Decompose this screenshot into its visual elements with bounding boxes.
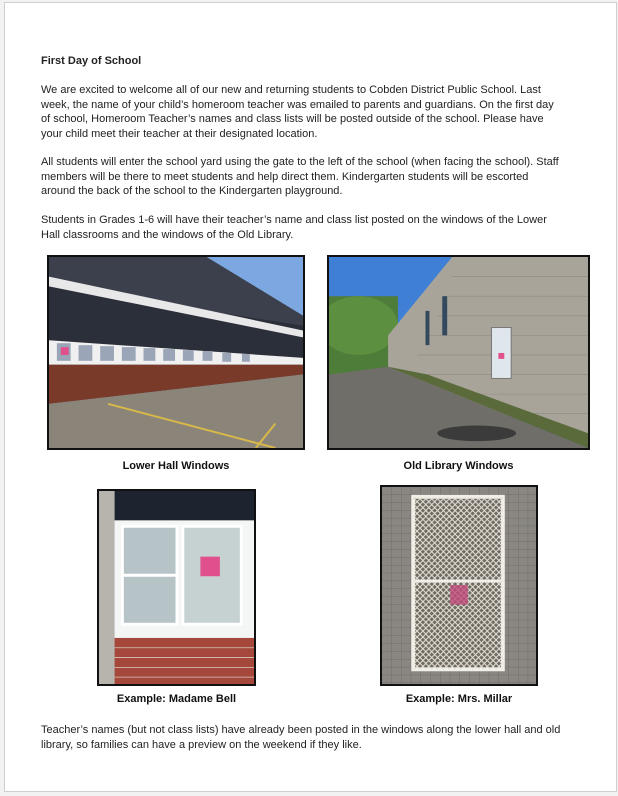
caption-mrs-millar: Example: Mrs. Millar bbox=[405, 693, 513, 705]
caption-madame-bell: Example: Madame Bell bbox=[116, 693, 237, 705]
lower-hall-photo bbox=[47, 255, 305, 450]
old-library-photo bbox=[327, 255, 590, 450]
document-title: First Day of School bbox=[41, 55, 142, 67]
document-page bbox=[4, 2, 617, 792]
paragraph-windows: Students in Grades 1-6 will have their teacher’s name and class list posted on the windows of the Lower Hall classrooms and the windows of the Old Library. bbox=[41, 214, 547, 241]
caption-lower-hall: Lower Hall Windows bbox=[122, 460, 230, 472]
caption-old-library: Old Library Windows bbox=[403, 460, 514, 472]
paragraph-welcome: We are excited to welcome all of our new and returning students to Cobden District Public School. Last week, the name of your child’s homeroom teacher was emailed to parents and guardians. On the first day of school, Homeroom Teacher’s names and class lists will be posted outside of the school. Please have your child meet their teacher at their designated location. bbox=[41, 84, 554, 140]
paragraph-entry: All students will enter the school yard using the gate to the left of the school (when facing the school). Staff members will be there to meet students and help direct them. Kindergarten students will be escorted around the back of the school to the Kindergarten playground. bbox=[41, 156, 559, 197]
madame-bell-photo bbox=[97, 489, 256, 686]
mrs-millar-photo bbox=[380, 485, 538, 686]
paragraph-preview: Teacher’s names (but not class lists) have already been posted in the windows along the lower hall and old library, so families can have a preview on the weekend if they like. bbox=[41, 724, 561, 751]
